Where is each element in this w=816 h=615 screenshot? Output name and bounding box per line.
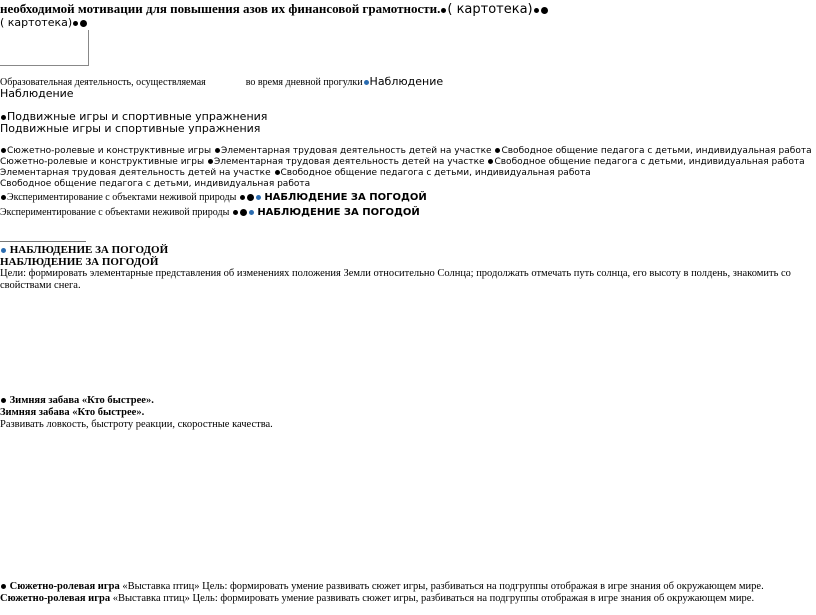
weather-title-2: НАБЛЮДЕНИЕ ЗА ПОГОДОЙ [0,256,159,268]
experiments-text-2: Экспериментирование с объектами неживой природы [0,207,230,218]
experiments-line-1 [0,193,427,203]
winter-game-title-text: Зимняя забава «Кто быстрее». [9,395,154,406]
activity-2-repeat: Элементарная трудовая деятельность детей на участке [213,157,485,167]
bullet-icon [256,195,261,200]
role-play-text-2: «Выставка птиц» Цель: формировать умение развивать сюжет игры, разбиваться на подгруппы отображая в игре знания об окружающем мире. [110,593,755,604]
weather-inline-2: НАБЛЮДЕНИЕ ЗА ПОГОДОЙ [257,207,420,218]
bullet-icon [240,209,247,216]
header-line-2 [0,17,88,28]
section-divider [0,241,86,242]
bullet-icon [247,194,254,201]
role-play-text-1: «Выставка птиц» Цель: формировать умение развивать сюжет игры, разбиваться на подгруппы отображая в игре знания об окружающем мире. [119,581,764,592]
bullet-icon [488,159,493,164]
header-line-1 [0,2,549,16]
winter-game-title-2: Зимняя забава «Кто быстрее». [0,407,145,418]
bullet-icon [1,148,6,153]
bullet-icon [80,20,87,27]
activity-3-repeat-2: Свободное общение педагога с детьми, индивидуальная работа [280,168,591,178]
activity-1: Сюжетно-ролевые и конструктивные игры [7,146,212,156]
bullet-icon [495,148,500,153]
bullet-icon [215,148,220,153]
header-line-2-text: ( картотека) [0,16,73,29]
bullet-icon [1,115,6,120]
bullet-icon [534,8,539,13]
experiments-text-1: Экспериментирование с объектами неживой природы [7,192,237,203]
bullet-icon [208,159,213,164]
bullet-icon [249,210,254,215]
bullet-icon [1,195,6,200]
role-play-line-1 [0,582,764,593]
observation-label: Наблюдение [369,75,444,88]
weather-title-1 [0,245,168,256]
games-line-2: Подвижные игры и спортивные упражнения [0,122,261,135]
activities-line-2 [0,158,805,167]
bullet-icon [441,8,446,13]
activities-line-4: Свободное общение педагога с детьми, индивидуальная работа [0,179,311,189]
bullet-icon [1,248,6,253]
games-line-1 [0,111,267,122]
experiments-line-2 [0,208,420,218]
bullet-icon [1,584,6,589]
activities-line-1 [0,147,812,156]
empty-frame [0,30,89,66]
winter-game-title-1 [0,396,154,407]
weather-goal: Цели: формировать элементарные представления об изменениях положения Земли относительно Солнца; продолжать отмечать путь солнца, его высоту в полдень, знакомить со свойствами снега. [0,268,791,291]
bullet-icon [364,80,369,85]
activity-2: Элементарная трудовая деятельность детей на участке [220,146,492,156]
bullet-icon [275,170,280,175]
activity-3-repeat: Свободное общение педагога с детьми, индивидуальная работа [494,157,805,167]
role-play-label-2: Сюжетно-ролевая игра [0,593,111,604]
bullet-icon [541,7,548,14]
weather-inline-1: НАБЛЮДЕНИЕ ЗА ПОГОДОЙ [264,192,427,203]
role-play-label-1: Сюжетно-ролевая игра [9,581,120,592]
bullet-icon [233,210,238,215]
header-line-1-text: необходимой мотивации для повышения азов их финансовой грамотности. [0,1,441,16]
bullet-icon [1,398,6,403]
edu-mid-text: во время дневной прогулки [245,77,363,88]
activity-1-repeat: Сюжетно-ролевые и конструктивные игры [0,157,205,167]
card-suffix: ( картотека) [447,2,533,17]
weather-title-text: НАБЛЮДЕНИЕ ЗА ПОГОДОЙ [9,244,169,256]
activity-3: Свободное общение педагога с детьми, индивидуальная работа [501,146,812,156]
activity-2-repeat-2: Элементарная трудовая деятельность детей на участке [0,168,271,178]
games-text-1: Подвижные игры и спортивные упражнения [7,110,268,123]
bullet-icon [240,195,245,200]
edu-left-text: Образовательная деятельность, осуществляемая [0,77,206,88]
observation-line: Наблюдение [0,87,74,100]
bullet-icon [73,21,78,26]
activities-line-3 [0,169,591,178]
role-play-line-2 [0,594,754,605]
winter-game-desc: Развивать ловкость, быстроту реакции, скоростные качества. [0,419,273,430]
